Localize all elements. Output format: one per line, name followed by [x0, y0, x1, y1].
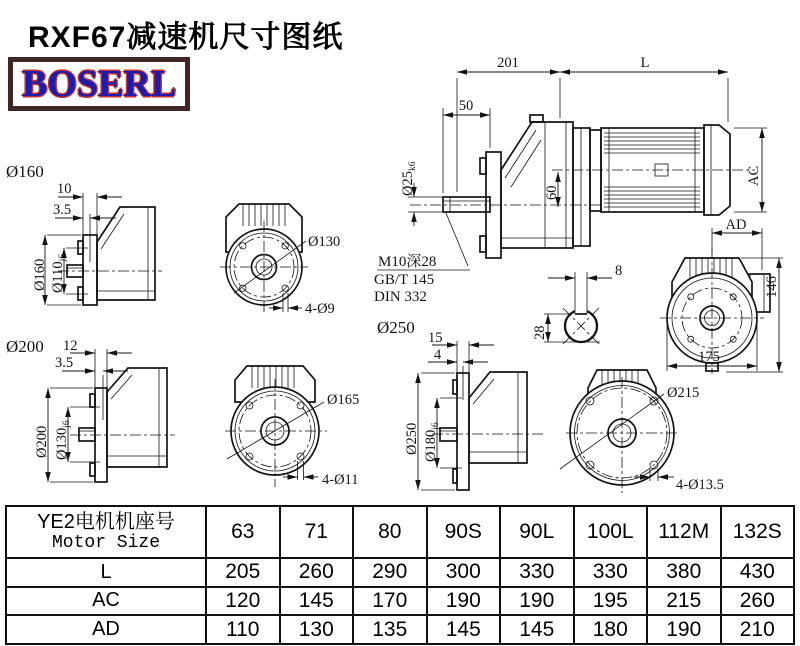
dim-holes-4d11: 4-Ø11	[322, 472, 359, 488]
flange160-front-view	[220, 204, 340, 317]
flange250-front-view	[560, 370, 724, 493]
dim-3p5: 3.5	[53, 202, 72, 218]
table-cell: 300	[427, 558, 501, 587]
note-standard-din: DIN 332	[374, 289, 427, 305]
dim-dia215-bolt: Ø215	[667, 385, 700, 401]
dim-15: 15	[428, 330, 443, 346]
dim-dia130-bolt: Ø130	[308, 234, 341, 250]
table-cell: 190	[427, 587, 501, 616]
group-label-160: Ø160	[6, 162, 44, 181]
table-header-motor-size	[6, 506, 206, 558]
note-standard-gbt: GB/T 145	[374, 272, 435, 288]
shaft-key-section	[532, 263, 622, 344]
table-row-AC	[6, 587, 794, 616]
table-cell: 260	[721, 587, 795, 616]
dim-dia160: Ø160	[32, 258, 48, 291]
table-cell: 120	[206, 587, 280, 616]
table-header-row	[6, 506, 794, 558]
row-label-AC: AC	[6, 587, 206, 616]
dim-50: 50	[458, 98, 474, 114]
brand-logo	[8, 57, 190, 111]
table-cell: 205	[206, 558, 280, 587]
table-cell: 260	[280, 558, 354, 587]
brand-logo-text: BOSERL	[22, 63, 177, 105]
dim-dia110: $Ø110_{j6}$	[50, 253, 68, 293]
table-cell: 180	[574, 615, 648, 644]
col-header: 132S	[721, 506, 795, 558]
flange250-side-view	[377, 318, 545, 490]
table-cell: 145	[500, 615, 574, 644]
table-cell: 215	[647, 587, 721, 616]
table-cell: 145	[427, 615, 501, 644]
dim-AC: AC	[746, 165, 762, 186]
table-row-AD	[6, 615, 794, 644]
flange160-side-view	[6, 162, 162, 305]
header-en: Motor Size	[51, 532, 161, 553]
table-cell: 430	[721, 558, 795, 587]
table-cell: 135	[353, 615, 427, 644]
col-header: 100L	[574, 506, 648, 558]
dim-4: 4	[434, 347, 442, 363]
table-cell: 330	[500, 558, 574, 587]
flange200-side-view	[6, 337, 175, 482]
table-cell: 110	[206, 615, 280, 644]
dim-dia250: Ø250	[404, 422, 420, 455]
col-header: 90S	[427, 506, 501, 558]
col-header: 80	[353, 506, 427, 558]
note-tap-hole: M10深28	[378, 254, 437, 270]
table-cell: 195	[574, 587, 648, 616]
row-label-AD: AD	[6, 615, 206, 644]
dim-shaft-dia: $Ø25_{k6}$	[400, 161, 418, 196]
dim-60: 60	[544, 185, 560, 200]
header-cn: YE2电机机座号	[37, 510, 175, 533]
group-label-200: Ø200	[6, 337, 44, 356]
dim-holes-4d13p5: 4-Ø13.5	[676, 477, 724, 493]
dim-AD: AD	[725, 217, 747, 233]
table-cell: 290	[353, 558, 427, 587]
dim-key-height-28: 28	[532, 325, 548, 340]
dim-dia200: Ø200	[34, 425, 50, 458]
dim-10: 10	[57, 181, 72, 197]
table-cell: 190	[647, 615, 721, 644]
dim-dia130: $Ø130_{j6}$	[54, 420, 72, 460]
table-row-L	[6, 558, 794, 587]
row-label-L: L	[6, 558, 206, 587]
dim-201: 201	[497, 55, 519, 71]
col-header: 112M	[647, 506, 721, 558]
motor-front-view	[660, 217, 783, 374]
col-header: 71	[280, 506, 354, 558]
dim-3p5b: 3.5	[55, 355, 74, 371]
dim-dia180: $Ø180_{j6}$	[423, 422, 441, 462]
page-title: RXF67减速机尺寸图纸	[28, 21, 344, 54]
dim-175: 175	[698, 349, 720, 365]
table-cell: 380	[647, 558, 721, 587]
table-cell: 170	[353, 587, 427, 616]
dimension-table	[5, 505, 795, 645]
dim-holes-4d9: 4-Ø9	[305, 301, 335, 317]
dim-key-width-8: 8	[615, 263, 623, 279]
table-cell: 145	[280, 587, 354, 616]
group-label-250: Ø250	[377, 318, 415, 337]
dim-L: L	[640, 55, 650, 71]
dim-12: 12	[63, 338, 78, 354]
table-cell: 330	[574, 558, 648, 587]
table-cell: 130	[280, 615, 354, 644]
flange200-front-view	[225, 366, 359, 488]
dim-dia165-bolt: Ø165	[327, 392, 360, 408]
dim-146: 146	[764, 276, 780, 298]
col-header: 90L	[500, 506, 574, 558]
col-header: 63	[206, 506, 280, 558]
table-cell: 190	[500, 587, 574, 616]
table-cell: 210	[721, 615, 795, 644]
